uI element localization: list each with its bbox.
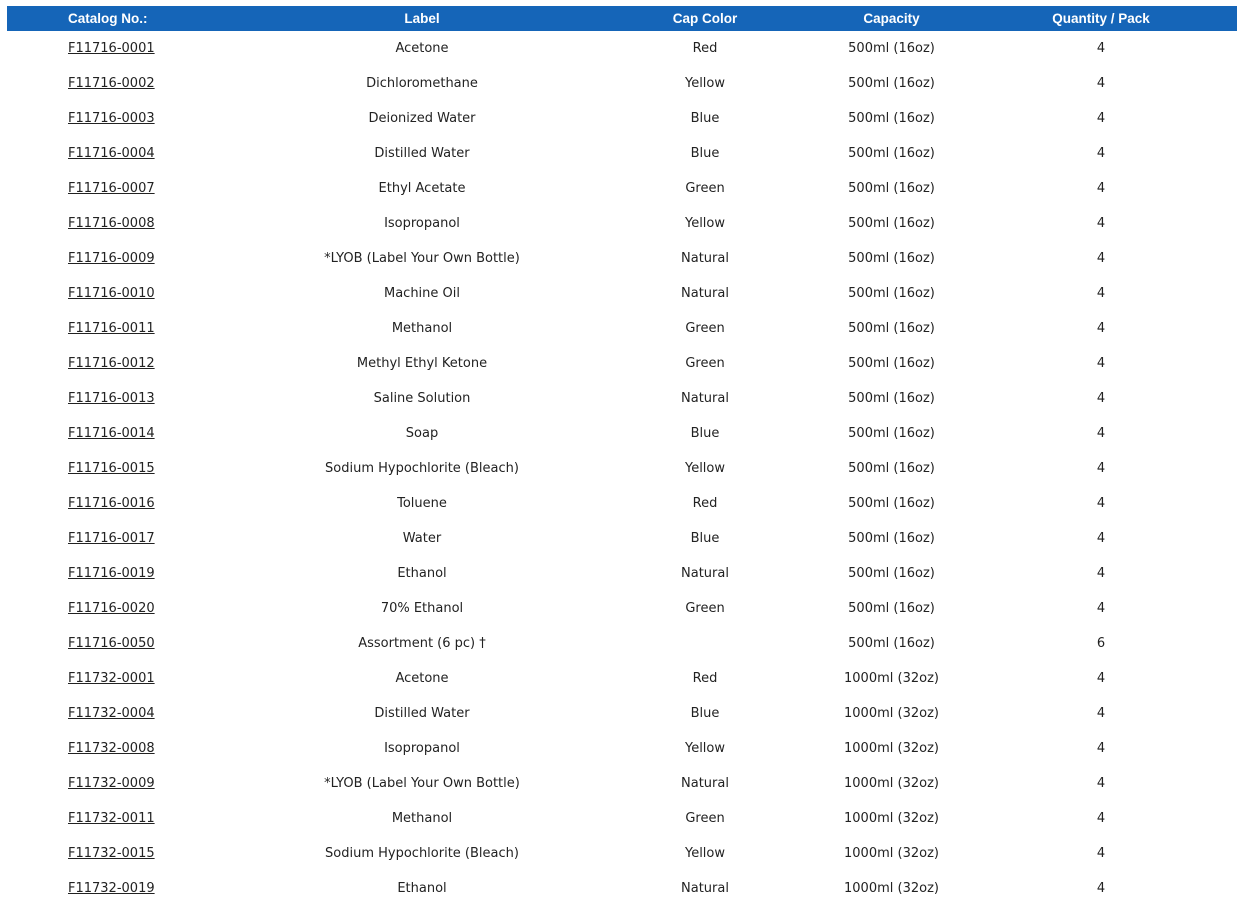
table-row [7,416,1237,451]
table-row [7,101,1237,136]
catalog-number-link[interactable]: F11732-0015 [68,846,155,861]
capacity-cell: 1000ml (32oz) [844,776,939,791]
quantity-cell: 4 [1096,251,1106,266]
capacity-cell: 1000ml (32oz) [844,846,939,861]
table-row [7,66,1237,101]
catalog-cell [7,521,252,556]
capacity-cell: 500ml (16oz) [848,321,935,336]
catalog-number-link[interactable]: F11716-0002 [68,76,155,91]
table-row [7,206,1237,241]
table-row [7,591,1237,626]
cap-color-cell: Yellow [684,846,726,861]
catalog-cell [7,626,252,661]
catalog-number-link[interactable]: F11732-0011 [68,811,155,826]
cap-color-cell: Red [692,41,718,56]
quantity-cell: 6 [1096,636,1106,651]
capacity-cell: 500ml (16oz) [848,566,935,581]
label-cell: 70% Ethanol [380,601,464,616]
cap-color-cell: Natural [681,286,729,301]
table-body [7,31,1237,906]
catalog-cell [7,66,252,101]
label-cell: Methyl Ethyl Ketone [356,356,488,371]
label-cell: Sodium Hypochlorite (Bleach) [325,846,519,861]
catalog-cell [7,416,252,451]
catalog-number-link[interactable]: F11716-0009 [68,251,155,266]
table-row [7,731,1237,766]
product-table [7,6,1237,906]
quantity-cell: 4 [1096,671,1106,686]
label-cell: Machine Oil [383,286,460,301]
catalog-number-link[interactable]: F11716-0010 [68,286,155,301]
capacity-cell: 500ml (16oz) [848,496,935,511]
product-table-container [7,6,1237,906]
cap-color-cell: Yellow [684,216,726,231]
catalog-number-link[interactable]: F11716-0017 [68,531,155,546]
quantity-cell: 4 [1096,496,1106,511]
quantity-cell: 4 [1096,601,1106,616]
cap-color-cell: Green [685,356,725,371]
catalog-cell [7,276,252,311]
label-cell: Ethyl Acetate [378,181,466,196]
cap-color-cell: Natural [681,251,729,266]
label-cell: Ethanol [397,566,447,581]
capacity-cell: 500ml (16oz) [848,601,935,616]
cap-color-cell: Green [685,321,725,336]
catalog-cell [7,451,252,486]
label-cell: Dichloromethane [366,76,478,91]
capacity-cell: 500ml (16oz) [848,181,935,196]
quantity-cell: 4 [1096,321,1106,336]
label-cell: Assortment (6 pc) † [358,636,486,651]
catalog-number-link[interactable]: F11716-0012 [68,356,155,371]
catalog-cell [7,556,252,591]
catalog-number-link[interactable]: F11716-0015 [68,461,155,476]
header-catalog-no: Catalog No.: [68,11,148,26]
catalog-number-link[interactable]: F11716-0004 [68,146,155,161]
quantity-cell: 4 [1096,181,1106,196]
table-row [7,661,1237,696]
quantity-cell: 4 [1096,111,1106,126]
catalog-cell [7,381,252,416]
capacity-cell: 500ml (16oz) [848,636,935,651]
catalog-number-link[interactable]: F11716-0007 [68,181,155,196]
quantity-cell: 4 [1096,706,1106,721]
catalog-cell [7,136,252,171]
capacity-cell: 500ml (16oz) [848,251,935,266]
catalog-number-link[interactable]: F11732-0019 [68,881,155,896]
cap-color-cell: Green [685,601,725,616]
capacity-cell: 500ml (16oz) [848,286,935,301]
label-cell: Ethanol [397,881,447,896]
quantity-cell: 4 [1096,741,1106,756]
capacity-cell: 500ml (16oz) [848,426,935,441]
catalog-number-link[interactable]: F11716-0014 [68,426,155,441]
table-row [7,241,1237,276]
table-row [7,696,1237,731]
label-cell: Sodium Hypochlorite (Bleach) [325,461,519,476]
quantity-cell: 4 [1096,216,1106,231]
cap-color-cell: Natural [681,566,729,581]
catalog-cell [7,241,252,276]
header-capacity: Capacity [863,11,920,26]
capacity-cell: 500ml (16oz) [848,146,935,161]
quantity-cell: 4 [1096,776,1106,791]
catalog-cell [7,486,252,521]
catalog-number-link[interactable]: F11716-0013 [68,391,155,406]
capacity-cell: 500ml (16oz) [848,216,935,231]
capacity-cell: 500ml (16oz) [848,111,935,126]
label-cell: Soap [405,426,439,441]
header-label: Label [404,11,440,26]
catalog-cell [7,311,252,346]
cap-color-cell: Blue [690,146,720,161]
capacity-cell: 1000ml (32oz) [844,741,939,756]
label-cell: Saline Solution [373,391,471,406]
label-cell: Distilled Water [374,146,470,161]
catalog-cell [7,31,252,66]
cap-color-cell: Blue [690,531,720,546]
label-cell: Isopropanol [384,216,460,231]
capacity-cell: 500ml (16oz) [848,531,935,546]
quantity-cell: 4 [1096,286,1106,301]
table-row [7,136,1237,171]
table-row [7,801,1237,836]
cap-color-cell: Blue [690,111,720,126]
capacity-cell: 500ml (16oz) [848,391,935,406]
cap-color-cell: Blue [690,706,720,721]
cap-color-cell: Natural [681,881,729,896]
catalog-cell [7,801,252,836]
quantity-cell: 4 [1096,531,1106,546]
cap-color-cell: Red [692,496,718,511]
cap-color-cell: Green [685,811,725,826]
catalog-number-link[interactable]: F11716-0001 [68,41,155,56]
quantity-cell: 4 [1096,881,1106,896]
label-cell: Acetone [395,671,449,686]
capacity-cell: 500ml (16oz) [848,41,935,56]
table-row [7,486,1237,521]
catalog-number-link[interactable]: F11716-0003 [68,111,155,126]
quantity-cell: 4 [1096,426,1106,441]
label-cell: Methanol [391,321,453,336]
catalog-cell [7,731,252,766]
capacity-cell: 1000ml (32oz) [844,706,939,721]
capacity-cell: 500ml (16oz) [848,356,935,371]
catalog-cell [7,696,252,731]
header-cap-color: Cap Color [672,11,738,26]
catalog-number-link[interactable]: F11716-0020 [68,601,155,616]
quantity-cell: 4 [1096,146,1106,161]
table-row [7,31,1237,66]
catalog-number-link[interactable]: F11716-0011 [68,321,155,336]
table-row [7,346,1237,381]
label-cell: Deionized Water [368,111,476,126]
cap-color-cell: Yellow [684,76,726,91]
catalog-cell [7,591,252,626]
cap-color-cell [592,626,818,661]
capacity-cell: 500ml (16oz) [848,461,935,476]
table-row [7,381,1237,416]
catalog-number-link[interactable]: F11732-0004 [68,706,155,721]
label-cell: Acetone [395,41,449,56]
catalog-number-link[interactable]: F11716-0050 [68,636,155,651]
label-cell: Water [402,531,442,546]
cap-color-cell: Natural [681,391,729,406]
cap-color-cell: Yellow [684,741,726,756]
cap-color-cell: Blue [690,426,720,441]
quantity-cell: 4 [1096,846,1106,861]
catalog-cell [7,101,252,136]
label-cell: *LYOB (Label Your Own Bottle) [324,251,520,266]
catalog-cell [7,346,252,381]
table-header-row [7,6,1237,31]
capacity-cell: 1000ml (32oz) [844,881,939,896]
cap-color-cell: Red [692,671,718,686]
catalog-cell [7,661,252,696]
header-quantity-pack: Quantity / Pack [1052,11,1150,26]
catalog-cell [7,871,252,906]
catalog-cell [7,836,252,871]
table-row [7,521,1237,556]
table-row [7,276,1237,311]
catalog-cell [7,171,252,206]
cap-color-cell: Yellow [684,461,726,476]
label-cell: Toluene [397,496,447,511]
catalog-cell [7,766,252,801]
catalog-number-link[interactable]: F11732-0008 [68,741,155,756]
catalog-number-link[interactable]: F11732-0001 [68,671,155,686]
catalog-number-link[interactable]: F11716-0019 [68,566,155,581]
label-cell: Distilled Water [374,706,470,721]
quantity-cell: 4 [1096,356,1106,371]
cap-color-cell: Green [685,181,725,196]
table-row [7,766,1237,801]
table-row [7,871,1237,906]
table-row [7,556,1237,591]
catalog-number-link[interactable]: F11732-0009 [68,776,155,791]
label-cell: Methanol [391,811,453,826]
catalog-cell [7,206,252,241]
label-cell: Isopropanol [384,741,460,756]
catalog-number-link[interactable]: F11716-0008 [68,216,155,231]
table-row [7,626,1237,661]
quantity-cell: 4 [1096,41,1106,56]
table-row [7,451,1237,486]
capacity-cell: 1000ml (32oz) [844,811,939,826]
cap-color-cell: Natural [681,776,729,791]
quantity-cell: 4 [1096,391,1106,406]
quantity-cell: 4 [1096,76,1106,91]
table-row [7,311,1237,346]
quantity-cell: 4 [1096,811,1106,826]
capacity-cell: 500ml (16oz) [848,76,935,91]
catalog-number-link[interactable]: F11716-0016 [68,496,155,511]
quantity-cell: 4 [1096,461,1106,476]
capacity-cell: 1000ml (32oz) [844,671,939,686]
table-row [7,836,1237,871]
label-cell: *LYOB (Label Your Own Bottle) [324,776,520,791]
table-row [7,171,1237,206]
quantity-cell: 4 [1096,566,1106,581]
